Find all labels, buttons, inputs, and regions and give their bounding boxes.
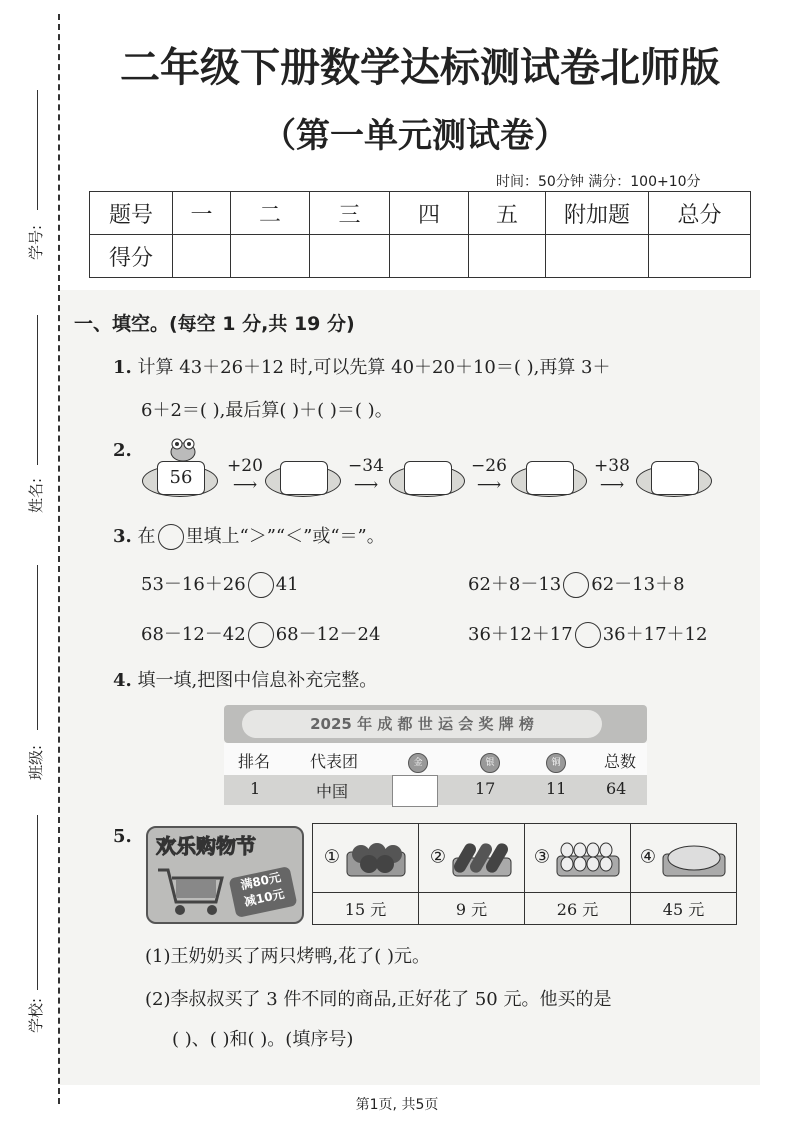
score-header: 一 [173, 192, 231, 235]
score-cell[interactable] [469, 235, 546, 278]
lily-pad [142, 465, 218, 497]
start-number: 56 [157, 461, 205, 495]
page-title: 二年级下册数学达标测试卷北师版 [120, 45, 720, 91]
medal-banner: 2025 年 成 都 世 运 会 奖 牌 榜 [242, 710, 602, 738]
score-header: 附加题 [546, 192, 649, 235]
score-cell[interactable] [231, 235, 310, 278]
school-line [37, 815, 38, 990]
question-number: 1. [113, 357, 132, 378]
medal-table [224, 705, 647, 805]
sub-question-1: (1)王奶奶买了两只烤鸭,花了( )元。 [145, 946, 430, 967]
score-cell[interactable] [546, 235, 649, 278]
expr-right: 41 [275, 574, 299, 595]
product-price: 26 元 [525, 893, 631, 925]
product-label: ④ [639, 846, 657, 868]
compare-item [141, 570, 299, 598]
question-text: 计算 43＋26＋12 时,可以先算 40＋20＋10＝( ),再算 3＋ [137, 357, 611, 378]
page-footer: 第1页, 共5页 [355, 1097, 439, 1113]
answer-box[interactable] [280, 461, 328, 495]
score-table [89, 191, 751, 278]
product-price: 9 元 [419, 893, 525, 925]
compare-circle[interactable] [575, 622, 601, 648]
compare-circle[interactable] [248, 622, 274, 648]
product-cell [631, 824, 737, 893]
question-number: 3. [113, 526, 132, 547]
score-header: 题号 [90, 192, 173, 235]
lily-pad [511, 465, 587, 497]
expr-left: 36＋12＋17 [468, 624, 573, 645]
question-text: 填一填,把图中信息补充完整。 [137, 670, 378, 691]
frog-icon [168, 436, 198, 462]
question-text: 里填上“＞”“＜”或“＝”。 [185, 526, 385, 547]
promo-line2: 减10元 [242, 886, 286, 909]
discount-badge [229, 866, 298, 918]
compare-item [468, 620, 707, 648]
page-subtitle: （第一单元测试卷） [262, 116, 568, 156]
lily-pad [389, 465, 465, 497]
lily-pad [265, 465, 341, 497]
product-table [312, 823, 737, 925]
gold-medal-icon: 金 [408, 753, 428, 773]
score-cell[interactable] [390, 235, 469, 278]
name-line [37, 315, 38, 465]
total-value: 64 [606, 779, 627, 798]
question-number: 4. [113, 670, 132, 691]
silver-value: 17 [475, 779, 496, 798]
product-cell [525, 824, 631, 893]
expr-right: 68－12－24 [275, 624, 381, 645]
question-number: 5. [113, 826, 132, 847]
sub-question-2-line2: ( )、( )和( )。(填序号) [172, 1029, 354, 1050]
arrow-icon: ⟶ [476, 475, 502, 495]
col-rank: 排名 [238, 752, 271, 771]
promo-title: 欢乐购物节 [156, 834, 256, 858]
product-cell [313, 824, 419, 893]
bronze-value: 11 [546, 779, 567, 798]
compare-item [141, 620, 380, 648]
arrow-icon: ⟶ [599, 475, 625, 495]
compare-circle[interactable] [563, 572, 589, 598]
sausage-tray-icon [451, 836, 513, 880]
compare-circle[interactable] [248, 572, 274, 598]
bronze-medal-icon: 铜 [546, 753, 566, 773]
question-number: 2. [113, 440, 132, 461]
product-label: ② [429, 846, 447, 868]
promo-line1: 满80元 [239, 870, 283, 893]
operation-label: −26 [471, 456, 507, 476]
arrow-icon: ⟶ [232, 475, 258, 495]
expr-left: 68－12－42 [141, 624, 246, 645]
team-value: 中国 [316, 782, 349, 801]
score-header: 五 [469, 192, 546, 235]
operation-label: −34 [348, 456, 384, 476]
silver-medal-icon: 银 [480, 753, 500, 773]
score-header: 总分 [649, 192, 751, 235]
expr-left: 62＋8－13 [468, 574, 562, 595]
product-label: ③ [533, 846, 551, 868]
lily-pad [636, 465, 712, 497]
answer-box[interactable] [526, 461, 574, 495]
product-price: 45 元 [631, 893, 737, 925]
question-3 [113, 522, 385, 550]
tomato-tray-icon [345, 836, 407, 880]
score-cell[interactable] [649, 235, 751, 278]
class-line [37, 565, 38, 730]
score-cell[interactable] [310, 235, 390, 278]
rank-value: 1 [250, 779, 261, 798]
school-label: 学校: [27, 997, 46, 1034]
product-cell [419, 824, 525, 893]
header-row [224, 743, 647, 775]
col-total: 总数 [604, 752, 637, 771]
operation-label: +38 [594, 456, 630, 476]
question-text: 在 [137, 526, 156, 547]
expr-left: 53－16＋26 [141, 574, 246, 595]
question-1 [113, 353, 611, 379]
score-header: 三 [310, 192, 390, 235]
gold-answer-box[interactable] [392, 775, 438, 807]
answer-box[interactable] [404, 461, 452, 495]
expr-right: 62－13＋8 [591, 574, 685, 595]
compare-item [468, 570, 685, 598]
section-heading: 一、填空。(每空 1 分,共 19 分) [74, 313, 355, 335]
arrow-icon: ⟶ [353, 475, 379, 495]
class-label: 班级: [27, 744, 46, 781]
score-row-label: 得分 [90, 235, 173, 278]
shopping-cart-icon [154, 864, 226, 918]
name-label: 姓名: [27, 477, 46, 514]
score-header: 四 [390, 192, 469, 235]
score-cell[interactable] [173, 235, 231, 278]
question-1-line2: 6＋2＝( ),最后算( )＋( )＝( )。 [141, 400, 393, 421]
promo-poster [146, 826, 304, 924]
student-id-label: 学号: [27, 224, 46, 261]
col-team: 代表团 [310, 752, 359, 771]
product-price: 15 元 [313, 893, 419, 925]
time-info: 时间：50分钟 满分：100+10分 [496, 174, 701, 190]
product-label: ① [323, 846, 341, 868]
question-4 [113, 666, 377, 692]
score-header: 二 [231, 192, 310, 235]
roast-duck-icon [661, 836, 727, 880]
expr-right: 36＋17＋12 [602, 624, 708, 645]
circle-icon [158, 524, 184, 550]
eggs-tray-icon [555, 836, 621, 880]
answer-box[interactable] [651, 461, 699, 495]
operation-label: +20 [227, 456, 263, 476]
sub-question-2: (2)李叔叔买了 3 件不同的商品,正好花了 50 元。他买的是 [145, 989, 612, 1010]
